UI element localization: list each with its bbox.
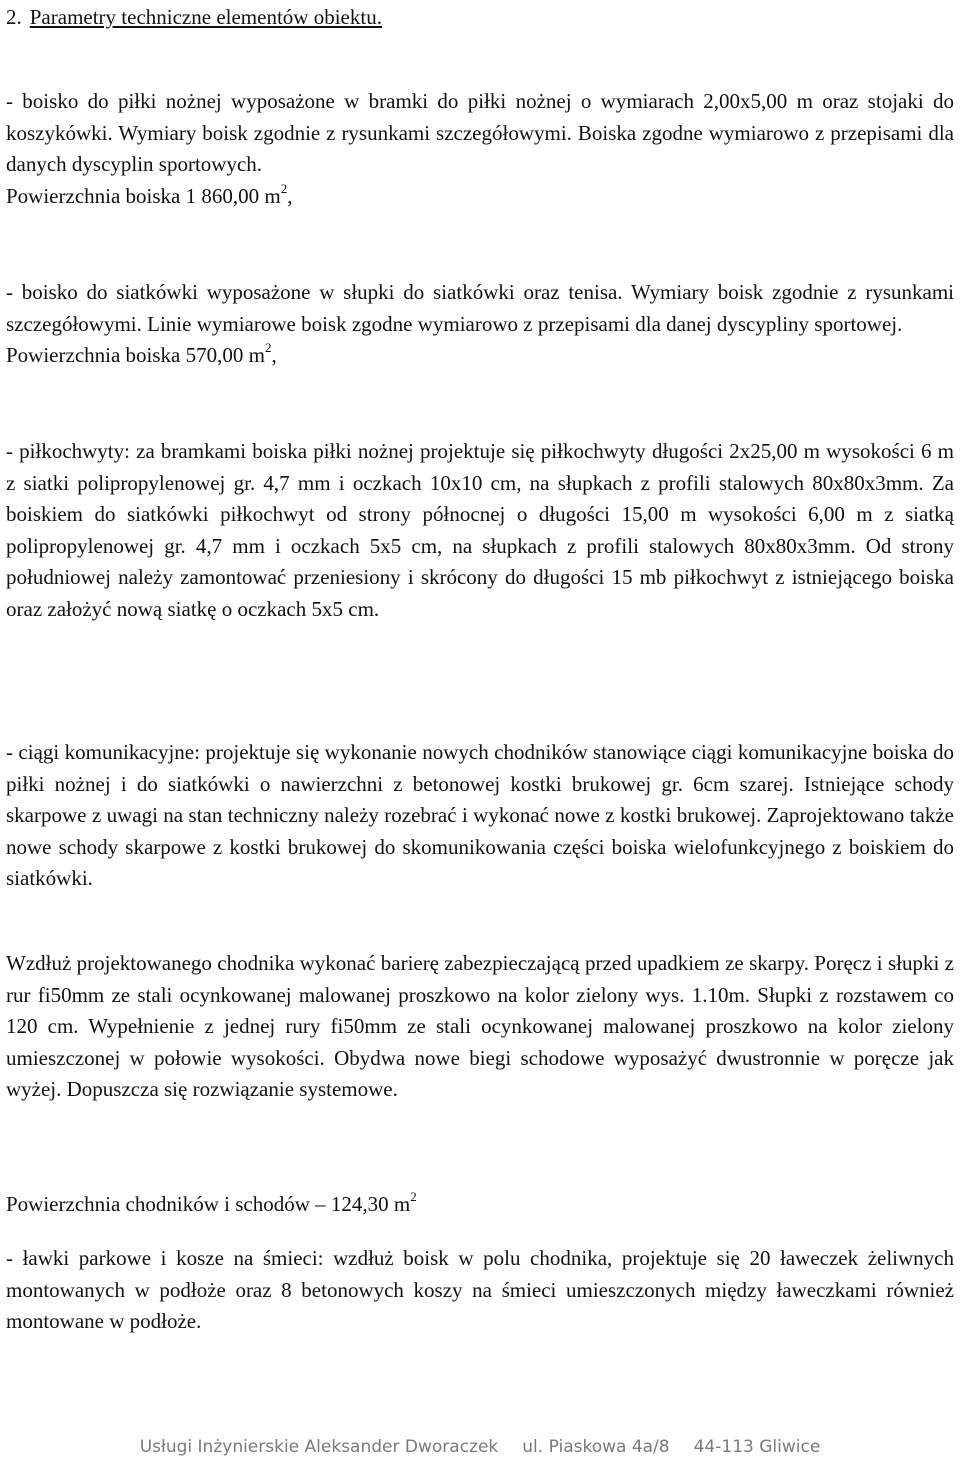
section-number: 2. xyxy=(6,5,22,29)
paragraph-ball-catchers: - piłkochwyty: za bramkami boiska piłki nożnej projektuje się piłkochwyty długości 2x25,00 m wysokości 6 m z siatki polipropylenowej gr. 4,7 mm i oczkach 10x10 cm, na słupkach z profili stalowych 80x80x3mm. Za boiskiem do siatkówki piłkochwyt od strony północnej o długości 15,00 m wysokości 6,00 m z siatką polipropylenowej gr. 4,7 mm i oczkach 5x5 cm, na słupkach z profili stalowych 80x80x3mm. Od strony południowej należy zamontować przeniesiony i skrócony do długości 15 mb piłkochwyt z istniejącego boiska oraz założyć nową siatkę o oczkach 5x5 cm. xyxy=(6,439,954,621)
paragraph-walkway-area xyxy=(6,1189,954,1223)
football-pitch-area-exponent: 2 xyxy=(280,180,288,196)
footer-company: Usługi Inżynierskie Aleksander Dworaczek xyxy=(139,1437,499,1457)
paragraph-benches-bins: - ławki parkowe i kosze na śmieci: wzdłuż boisk w polu chodnika, projektuje się 20 ławeczek żeliwnych montowanych w podłoże oraz 8 betonowych koszy na śmieci umieszczonych między ławeczkami również montowane w podłoże. xyxy=(6,1246,954,1333)
volleyball-court-text: - boisko do siatkówki wyposażone w słupki do siatkówki oraz tenisa. Wymiary boisk zgodnie z rysunkami szczegółowymi. Linie wymiarowe boisk zgodne wymiarowo z przepisami dla danej dyscypliny sportowej. xyxy=(6,280,954,336)
page-footer xyxy=(0,1437,960,1457)
paragraph-walkways: - ciągi komunikacyjne: projektuje się wykonanie nowych chodników stanowiące ciągi komunikacyjne boiska do piłki nożnej i do siatkówki o nawierzchni z betonowej kostki brukowej gr. 6cm szarej. Istniejące schody skarpowe z uwagi na stan techniczny należy rozebrać i wykonać nowe z kostki brukowej. Zaprojektowano także nowe schody skarpowe z kostki brukowej do skomunikowania części boiska wielofunkcyjnego z boiskiem do siatkówki. xyxy=(6,740,954,890)
section-title: Parametry techniczne elementów obiektu. xyxy=(29,5,382,29)
footer-city: 44-113 Gliwice xyxy=(693,1437,821,1457)
volleyball-court-area-exponent: 2 xyxy=(264,340,272,355)
paragraph-volleyball-court xyxy=(6,277,954,374)
walkway-area-exponent: 2 xyxy=(410,1189,417,1204)
football-pitch-area: Powierzchnia boiska 1 860,00 m xyxy=(6,183,281,208)
football-pitch-area-end: , xyxy=(287,183,293,208)
walkway-area-text: Powierzchnia chodników i schodów – 124,30 m xyxy=(6,1192,411,1216)
football-pitch-text: - boisko do piłki nożnej wyposażone w bramki do piłki nożnej o wymiarach 2,00x5,00 m oraz stojaki do koszykówki. Wymiary boisk zgodnie z rysunkami szczegółowymi. Boiska zgodne wymiarowo z przepisami dla danych dyscyplin sportowych. xyxy=(6,89,954,176)
volleyball-court-area: Powierzchnia boiska 570,00 m xyxy=(6,343,265,367)
volleyball-court-area-end: , xyxy=(271,343,277,367)
paragraph-barrier: Wzdłuż projektowanego chodnika wykonać barierę zabezpieczającą przed upadkiem ze skarpy. Poręcz i słupki z rur fi50mm ze stali ocynkowanej malowanej proszkowo na kolor zielony wys. 1.10m. Słupki z rozstawem co 120 cm. Wypełnienie z jednej rury fi50mm ze stali ocynkowanej malowanej proszkowo na kolor zielony umieszczonej w połowie wysokości. Obydwa nowe biegi schodowe wyposażyć dwustronnie w poręcze jak wyżej. Dopuszcza się rozwiązanie systemowe. xyxy=(6,951,954,1101)
section-heading xyxy=(6,2,382,32)
paragraph-football-pitch xyxy=(6,86,954,214)
footer-address: ul. Piaskowa 4a/8 xyxy=(522,1437,670,1457)
